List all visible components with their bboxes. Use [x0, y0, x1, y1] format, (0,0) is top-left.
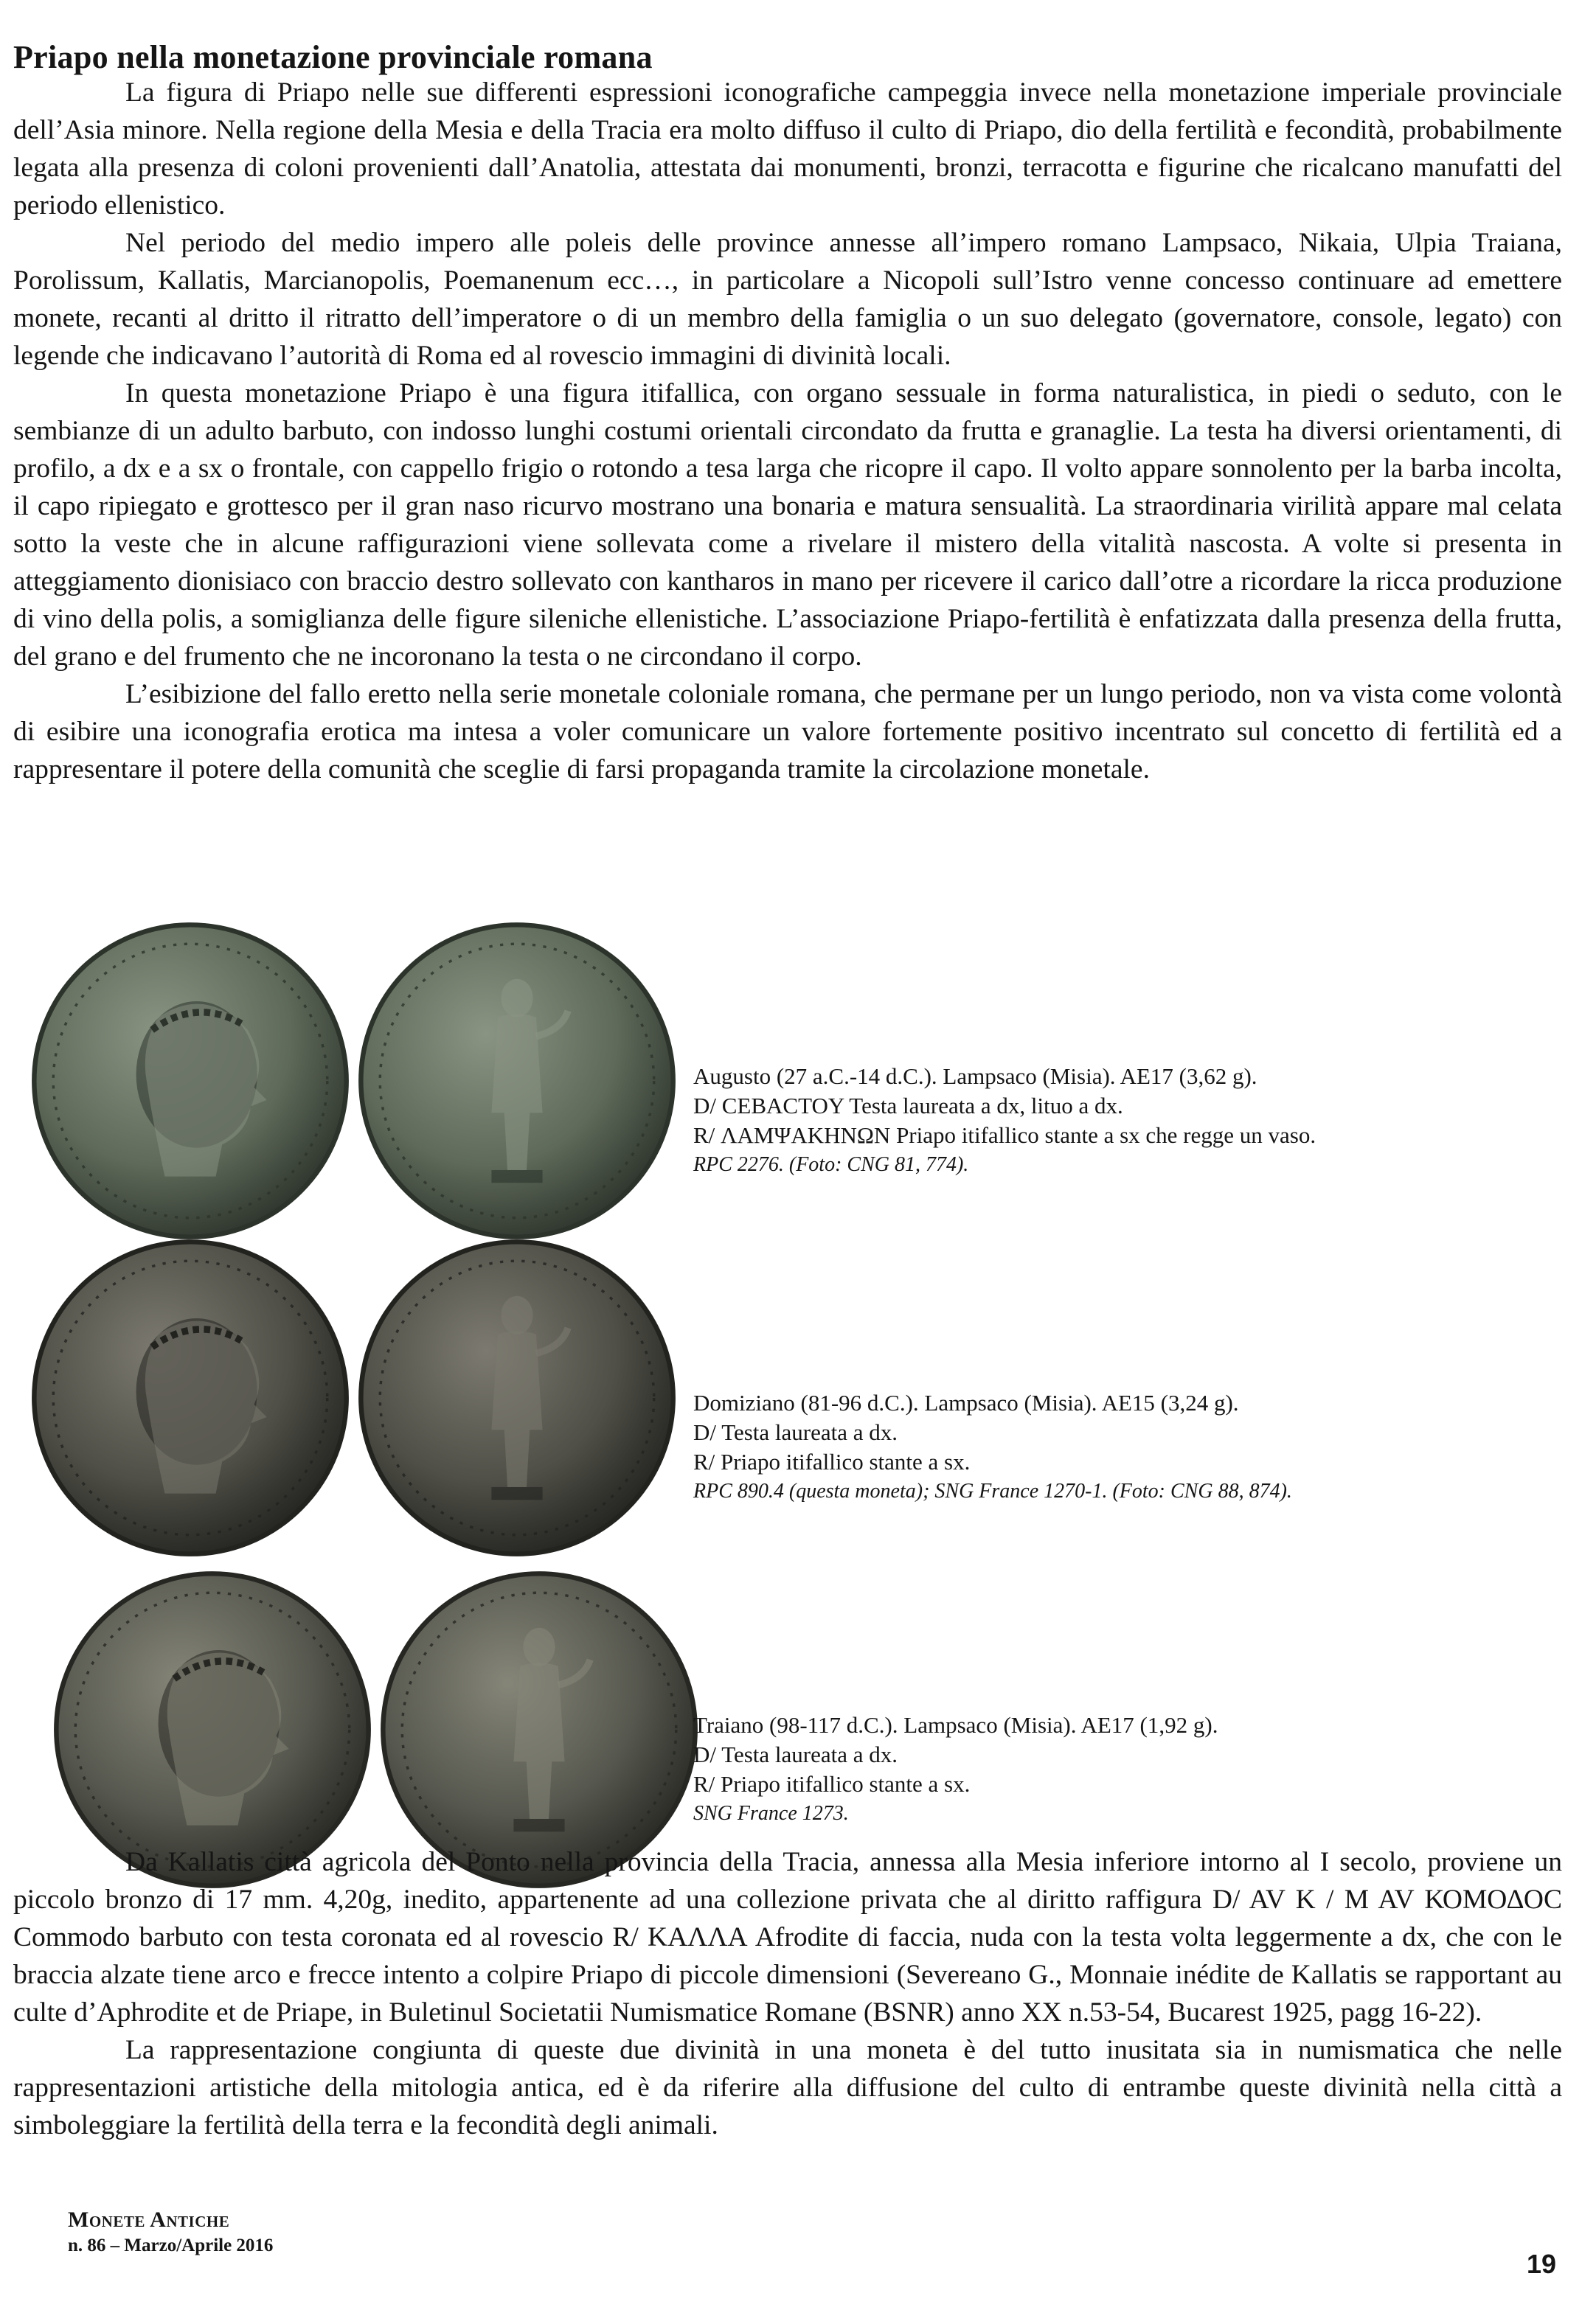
paragraph: La rappresentazione congiunta di queste due divinità in una moneta è del tutto inusitata sia in numismatica che nelle rappresentazioni artistiche della mitologia antica, ed è da riferire alla diffusione del culto di entrambe queste divinità nella città a simboleggiare la fertilità della terra e la fecondità degli animali.: [13, 2035, 1562, 2140]
article-title: Priapo nella monetazione provinciale romana: [13, 39, 653, 75]
caption-obverse: D/ Testa laureata a dx.: [693, 1419, 898, 1445]
caption-reverse: R/ Priapo itifallico stante a sx.: [693, 1449, 971, 1475]
coin-obverse-traiano: [53, 1570, 372, 1889]
caption-title: Domiziano (81-96 d.C.). Lampsaco (Misia). AE15 (3,24 g).: [693, 1390, 1239, 1416]
paragraph: L’esibizione del fallo eretto nella serie monetale coloniale romana, che permane per un lungo periodo, non va vista come volontà di esibire una iconografia erotica ma intesa a voler comunicare un valore fortemente positivo incentrato sul concetto di fertilità ed a rappresentare il potere della comunità che sceglie di farsi propaganda tramite la circolazione monetale.: [13, 679, 1562, 784]
caption-reference: RPC 2276. (Foto: CNG 81, 774).: [693, 1153, 969, 1176]
magazine-name: Monete Antiche: [68, 2208, 230, 2232]
paragraph: Da Kallatis città agricola del Ponto nella provincia della Tracia, annessa alla Mesia inferiore intorno al I secolo, proviene un piccolo bronzo di 17 mm. 4,20g, inedito, appartenente ad una collezione privata che al diritto raffigura D/ AV K / M AV ΚΟΜΟΔΟC Commodo barbuto con testa coronata ed al rovescio R/ ΚΑΛΛΑ Afrodite di faccia, nuda con la testa volta leggermente a dx, che con le braccia alzate tiene arco e frecce intento a colpire Priapo di piccole dimensioni (Severeano G., Monnaie inédite de Kallatis se rapportant au culte d’Aphrodite et de Priape, in Buletinul Societatii Numismatice Romane (BSNR) anno XX n.53-54, Bucarest 1925, pagg 16-22).: [13, 1847, 1562, 2028]
article-body: [13, 74, 1562, 788]
caption-title: Augusto (27 a.C.-14 d.C.). Lampsaco (Misia). AE17 (3,62 g).: [693, 1063, 1257, 1089]
article-closing: [13, 1843, 1562, 2144]
caption-reference: RPC 890.4 (questa moneta); SNG France 1270-1. (Foto: CNG 88, 874).: [693, 1480, 1292, 1503]
caption-reverse: R/ Priapo itifallico stante a sx.: [693, 1771, 971, 1797]
paragraph: Nel periodo del medio impero alle poleis delle province annesse all’impero romano Lampsaco, Nikaia, Ulpia Traiana, Porolissum, Kallatis, Marcianopolis, Poemanenum ecc…, in particolare a Nicopoli sull’Istro venne concesso continuare ad emettere monete, recanti al dritto il ritratto dell’imperatore o di un membro della famiglia o un suo delegato (governatore, console, legato) con legende che indicavano l’autorità di Roma ed al rovescio immagini di divinità locali.: [13, 228, 1562, 371]
coin-caption-traiano: [693, 1711, 1564, 1829]
issue-line: n. 86 – Marzo/Aprile 2016: [68, 2236, 274, 2255]
page-number: 19: [1527, 2249, 1557, 2279]
paragraph: In questa monetazione Priapo è una figura itifallica, con organo sessuale in forma naturalistica, in piedi o seduto, con le sembianze di un adulto barbuto, con indosso lunghi costumi orientali circondato da frutta e granaglie. La testa ha diversi orientamenti, di profilo, a dx e a sx o frontale, con cappello frigio o rotondo a tesa larga che ricopre il capo. Il volto appare sonnolento per la barba incolta, il capo ripiegato e grottesco per il gran naso ricurvo mostrano una bonaria e matura sensualità. La straordinaria virilità appare mal celata sotto la veste che in alcune raffigurazioni viene sollevata come a rivelare il mistero della vitalità nascosta. A volte si presenta in atteggiamento dionisiaco con braccio destro sollevato con kantharos in mano per ricevere il carico dall’otre a ricordare la ricca produzione di vino della polis, a somiglianza delle figure sileniche ellenistiche. L’associazione Priapo-fertilità è enfatizzata dalla presenza della frutta, del grano e del frumento che ne incoronano la testa o ne circondano il corpo.: [13, 378, 1562, 672]
coin-reverse-augusto: [358, 922, 676, 1240]
coin-obverse-domiziano: [31, 1239, 350, 1557]
coin-reverse-traiano: [380, 1570, 698, 1889]
caption-obverse: D/ CEBACTOY Testa laureata a dx, lituo a dx.: [693, 1093, 1123, 1118]
coin-obverse-augusto: [31, 922, 350, 1240]
coin-caption-domiziano: [693, 1388, 1564, 1506]
caption-reverse: R/ ΛΑΜΨΑΚΗΝΩΝ Priapo itifallico stante a sx che regge un vaso.: [693, 1122, 1316, 1148]
coin-reverse-domiziano: [358, 1239, 676, 1557]
caption-obverse: D/ Testa laureata a dx.: [693, 1742, 898, 1767]
paragraph: La figura di Priapo nelle sue differenti espressioni iconografiche campeggia invece nella monetazione imperiale provinciale dell’Asia minore. Nella regione della Mesia e della Tracia era molto diffuso il culto di Priapo, dio della fertilità e fecondità, probabilmente legata alla presenza di coloni provenienti dall’Anatolia, attestata dai monumenti, bronzi, terracotta e figurine che ricalcano manufatti del periodo ellenistico.: [13, 77, 1562, 220]
caption-title: Traiano (98-117 d.C.). Lampsaco (Misia). AE17 (1,92 g).: [693, 1712, 1218, 1738]
coin-caption-augusto: [693, 1062, 1564, 1180]
caption-reference: SNG France 1273.: [693, 1802, 849, 1825]
